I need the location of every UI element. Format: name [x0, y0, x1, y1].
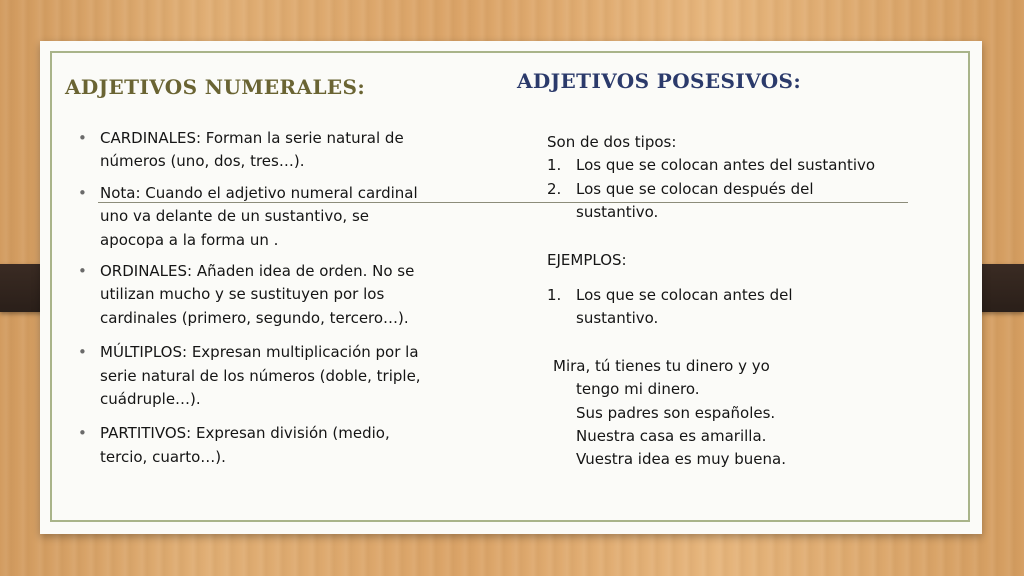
example-sentence: Mira, tú tienes tu dinero y yo [553, 356, 770, 375]
intro-text: Son de dos tipos: [547, 133, 677, 151]
list-item [78, 341, 428, 411]
list-item [78, 127, 428, 174]
bullet-icon: • [78, 262, 87, 281]
numerales-heading: ADJETIVOS NUMERALES: [65, 75, 366, 99]
nota-text: Nota: Cuando el adjetivo numeral cardinal uno va delante de un sustantivo, se apocopa a la forma un . [100, 183, 418, 249]
list-number: 2. [547, 179, 562, 198]
posesivos-content [547, 131, 877, 472]
example-sentence: tengo mi dinero. [576, 380, 700, 399]
slide-card [40, 41, 982, 534]
list-number: 1. [547, 286, 562, 305]
numerales-list [78, 127, 428, 477]
ordinales-text: ORDINALES: Añaden idea de orden. No se utilizan mucho y se sustituyen por los cardinales (primero, segundo, tercero…). [100, 262, 415, 327]
example-type-text: Los que se colocan antes del sustantivo. [576, 286, 793, 328]
partitivos-text: PARTITIVOS: Expresan división (medio, tercio, cuarto…). [100, 424, 390, 466]
bullet-icon: • [78, 129, 87, 147]
examples-label: EJEMPLOS: [547, 250, 627, 269]
list-item [78, 422, 428, 469]
list-item [547, 284, 877, 331]
example-sentence: Sus padres son españoles. [576, 403, 776, 422]
bullet-icon: • [78, 183, 87, 202]
list-number: 1. [547, 156, 562, 175]
type-text: Los que se colocan antes del sustantivo [576, 156, 876, 175]
example-sentence: Nuestra casa es amarilla. [576, 427, 767, 446]
list-item [78, 182, 428, 252]
list-item [547, 154, 877, 177]
example-sentence: Vuestra idea es muy buena. [576, 450, 786, 469]
posesivos-heading: ADJETIVOS POSESIVOS: [517, 69, 802, 93]
bullet-icon: • [78, 343, 87, 362]
cardinales-text: CARDINALES: Forman la serie natural de números (uno, dos, tres…). [100, 129, 404, 171]
type-text: Los que se colocan después del sustantivo. [576, 179, 814, 222]
multiplos-text: MÚLTIPLOS: Expresan multiplicación por la serie natural de los números (doble, triple, cuádruple…). [100, 343, 421, 409]
list-item [78, 260, 428, 330]
list-item [547, 178, 877, 225]
bullet-icon: • [78, 424, 87, 443]
